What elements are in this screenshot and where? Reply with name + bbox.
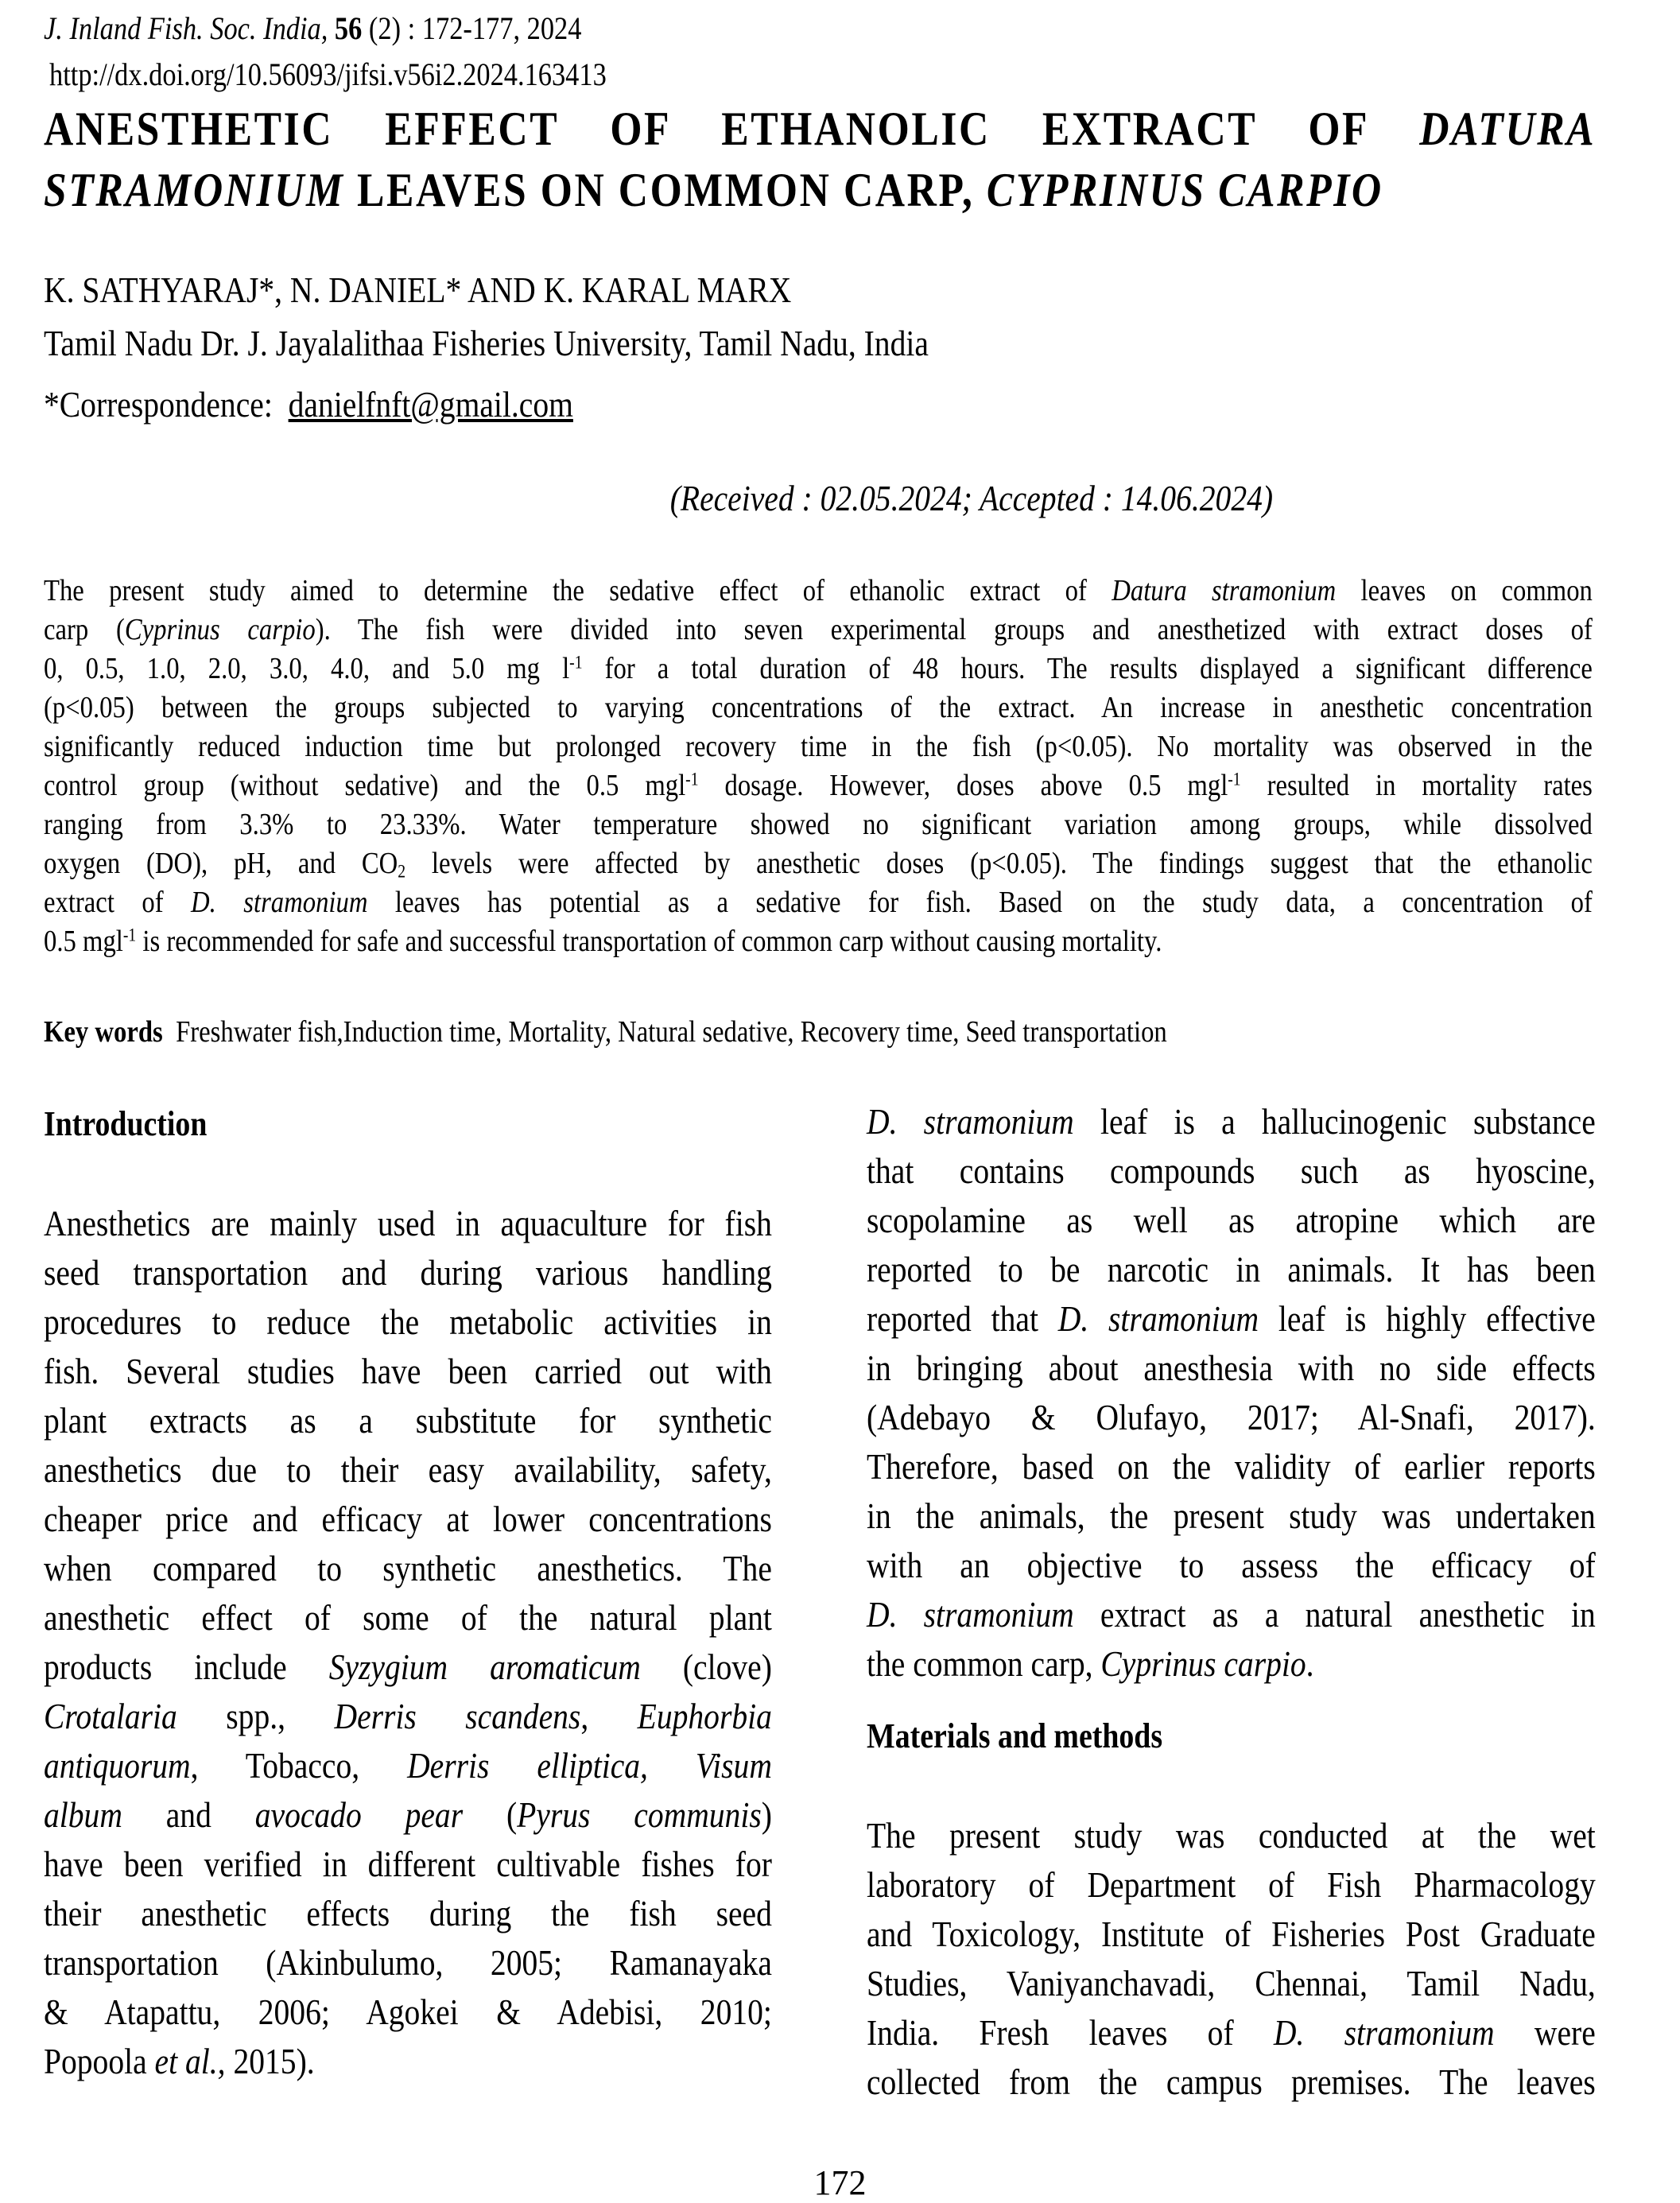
paragraph-line: album and avocado pear (Pyrus communis) bbox=[44, 1794, 772, 1835]
paragraph-line: have been verified in different cultivable fishes for bbox=[44, 1844, 772, 1884]
abstract-line: oxygen (DO), pH, and $CO_2$ levels were affected by anesthetic doses (p<0.05). The findings suggest that the ethanolic bbox=[44, 847, 1593, 882]
title-text: LEAVES ON COMMON CARP, bbox=[344, 164, 987, 216]
paragraph-line: the common carp, Cyprinus carpio. bbox=[867, 1643, 1314, 1684]
correspondence-email-link[interactable]: danielfnft@gmail.com bbox=[288, 384, 573, 425]
paragraph-line: fish. Several studies have been carried out with bbox=[44, 1351, 772, 1391]
abstract-line: 0, 0.5, 1.0, 2.0, 3.0, 4.0, and 5.0 mg $l^{-1}$ for a total duration of 48 hours. The results displayed a significant difference bbox=[44, 652, 1593, 685]
paragraph-line: transportation (Akinbulumo, 2005; Ramanayaka bbox=[44, 1942, 772, 1983]
abstract-line: carp (Cyprinus carpio). The fish were divided into seven experimental groups and anesthetized with extract doses of bbox=[44, 613, 1593, 646]
paragraph-line: The present study was conducted at the wet bbox=[867, 1815, 1596, 1856]
paragraph-line: and Toxicology, Institute of Fisheries Post Graduate bbox=[867, 1914, 1596, 1954]
paragraph-line: Therefore, based on the validity of earlier reports bbox=[867, 1446, 1596, 1487]
paragraph-line: & Atapattu, 2006; Agokei & Adebisi, 2010; bbox=[44, 1992, 772, 2032]
abstract-line: (p<0.05) between the groups subjected to varying concentrations of the extract. An increase in anesthetic concentration bbox=[44, 691, 1593, 724]
paragraph-line: that contains compounds such as hyoscine, bbox=[867, 1150, 1596, 1191]
paragraph-line: D. stramonium extract as a natural anesthetic in bbox=[867, 1594, 1596, 1635]
paragraph-line: in bringing about anesthesia with no side effects bbox=[867, 1348, 1596, 1388]
paragraph-line: in the animals, the present study was undertaken bbox=[867, 1495, 1596, 1536]
abstract-line: 0.5 mgl$^{-1}$ is recommended for safe and successful transportation of common carp without causing mortality. bbox=[44, 925, 1162, 958]
paragraph-line: D. stramonium leaf is a hallucinogenic substance bbox=[867, 1101, 1596, 1142]
doi-link[interactable]: http://dx.doi.org/10.56093/jifsi.v56i2.2024.163413 bbox=[49, 56, 607, 92]
paragraph-line: their anesthetic effects during the fish seed bbox=[44, 1893, 772, 1933]
paragraph-line: laboratory of Department of Fish Pharmacology bbox=[867, 1864, 1596, 1905]
paragraph-line: reported to be narcotic in animals. It has been bbox=[867, 1249, 1596, 1290]
paragraph-line: anesthetic effect of some of the natural plant bbox=[44, 1597, 772, 1638]
paragraph-line: Crotalaria spp., Derris scandens, Euphorbia bbox=[44, 1696, 772, 1736]
paragraph-line: antiquorum, Tobacco, Derris elliptica, Visum bbox=[44, 1745, 772, 1786]
article-title-line-1 bbox=[44, 102, 1596, 157]
title-text: ANESTHETIC EFFECT OF ETHANOLIC EXTRACT OF bbox=[44, 103, 1420, 155]
title-italic-species: STRAMONIUM bbox=[44, 164, 345, 216]
introduction-heading: Introduction bbox=[44, 1104, 208, 1143]
paragraph-line: plant extracts as a substitute for synthetic bbox=[44, 1400, 772, 1441]
abstract-line: control group (without sedative) and the 0.5 mgl$^{-1}$ dosage. However, doses above 0.5 mgl$^{-1}$ resulted in mortality rates bbox=[44, 769, 1593, 802]
journal-citation bbox=[44, 10, 581, 47]
keywords bbox=[44, 1014, 1167, 1049]
abstract-line: significantly reduced induction time but prolonged recovery time in the fish (p<0.05). No mortality was observed in the bbox=[44, 730, 1593, 763]
received-accepted-dates bbox=[0, 477, 1680, 519]
materials-methods-heading: Materials and methods bbox=[867, 1716, 1163, 1755]
paragraph-line: Studies, Vaniyanchavadi, Chennai, Tamil Nadu, bbox=[867, 1963, 1596, 2003]
affiliation: Tamil Nadu Dr. J. Jayalalithaa Fisheries University, Tamil Nadu, India bbox=[44, 323, 929, 363]
page-number: 172 bbox=[813, 2163, 867, 2202]
abstract-line: extract of D. stramonium leaves has potential as a sedative for fish. Based on the study data, a concentration of bbox=[44, 886, 1593, 919]
article-title-line-2 bbox=[44, 163, 1596, 218]
paragraph-line: collected from the campus premises. The leaves bbox=[867, 2061, 1596, 2102]
journal-name: J. Inland Fish. Soc. India, bbox=[44, 10, 328, 46]
received-dates-text: (Received : 02.05.2024; Accepted : 14.06.2024) bbox=[669, 478, 1273, 518]
keywords-label: Key words bbox=[44, 1015, 163, 1049]
abstract-line: ranging from 3.3% to 23.33%. Water temperature showed no significant variation among groups, while dissolved bbox=[44, 808, 1593, 841]
journal-volume: 56 bbox=[334, 10, 363, 46]
paragraph-line: scopolamine as well as atropine which are bbox=[867, 1200, 1596, 1240]
correspondence bbox=[44, 383, 573, 425]
journal-issue-pages: (2) : 172-177, 2024 bbox=[368, 10, 582, 46]
title-italic-genus: DATURA bbox=[1419, 103, 1597, 155]
keywords-list: Freshwater fish,Induction time, Mortality, Natural sedative, Recovery time, Seed transportation bbox=[162, 1015, 1167, 1049]
paragraph-line: with an objective to assess the efficacy of bbox=[867, 1545, 1596, 1585]
paragraph-line: procedures to reduce the metabolic activities in bbox=[44, 1301, 772, 1342]
paragraph-line: Popoola et al., 2015). bbox=[44, 2041, 315, 2081]
paragraph-line: products include Syzygium aromaticum (clove) bbox=[44, 1646, 772, 1687]
abstract-line: The present study aimed to determine the sedative effect of ethanolic extract of Datura stramonium leaves on common bbox=[44, 574, 1593, 607]
paragraph-line: (Adebayo & Olufayo, 2017; Al-Snafi, 2017). bbox=[867, 1397, 1596, 1437]
authors: K. SATHYARAJ*, N. DANIEL* AND K. KARAL MARX bbox=[44, 270, 792, 310]
paragraph-line: Anesthetics are mainly used in aquaculture for fish bbox=[44, 1203, 772, 1243]
paragraph-line: anesthetics due to their easy availability, safety, bbox=[44, 1449, 772, 1490]
paragraph-line: reported that D. stramonium leaf is highly effective bbox=[867, 1298, 1596, 1339]
paragraph-line: India. Fresh leaves of D. stramonium were bbox=[867, 2012, 1596, 2053]
title-italic-scientific-name: CYPRINUS CARPIO bbox=[986, 164, 1383, 216]
paragraph-line: cheaper price and efficacy at lower concentrations bbox=[44, 1499, 772, 1539]
paragraph-line: seed transportation and during various handling bbox=[44, 1252, 772, 1293]
correspondence-label: *Correspondence: bbox=[44, 384, 289, 425]
paragraph-line: when compared to synthetic anesthetics. The bbox=[44, 1548, 772, 1588]
